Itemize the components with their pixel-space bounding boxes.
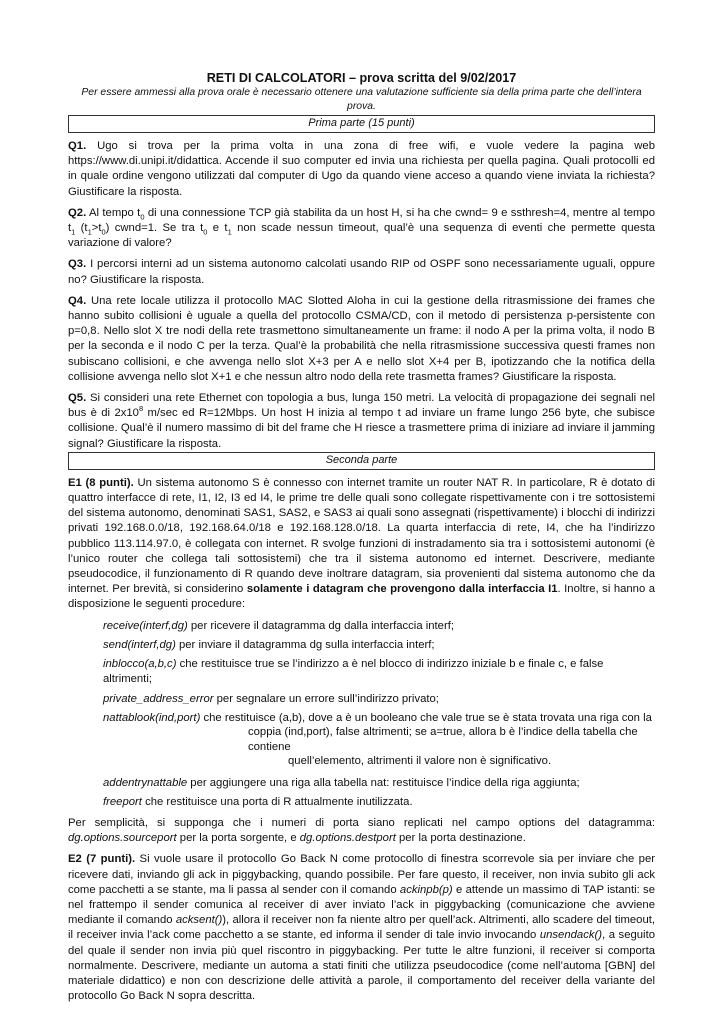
e2-unsendack: unsendack() <box>539 929 603 942</box>
e1-closing-sourceport: dg.options.sourceport <box>68 832 177 845</box>
e2-text-3: ), allora il receiver non fa niente altro per quell’ack. Altrimenti, allo scadere del timeout, il receiver invia l’ack come pacchetto a se stante, ed informa il sender di tale invio invocando <box>68 914 655 942</box>
page-title: RETI DI CALCOLATORI – prova scritta del 9/02/2017 <box>206 71 517 85</box>
e2-text-2: e attende un massimo di TAP istanti: se nel frattempo il sender comunica al receiver di aver inviato l’ack in piggybacking (comunicazione che avviene mediante il comando <box>68 883 655 927</box>
q2-text-1: Al tempo t <box>86 206 141 219</box>
procedure-item <box>103 776 655 791</box>
q2-sub-2: 1 <box>71 227 76 237</box>
procedure-desc: per inviare il datagramma dg sulla interfaccia interf; <box>175 638 435 651</box>
q2-text-3: (t <box>75 222 88 235</box>
e1-text: Un sistema autonomo S è connesso con internet tramite un router NAT R. In particolare, R è dotato di quattro interfacce di rete, I1, I2, I3 ed I4, le prime tre delle quali sono collegate rispettivamente con i tre sottosistemi del sistema autonomo, denominati SAS1, SAS2, e SAS3 ai quali sono assegnati (rispettivamente) i blocchi di indirizzi privati 192.168.0.0/18, 192.168.64.0/18 e 192.168.128.0/18. La quarta interfaccia di rete, I4, che ha l’indirizzo pubblico 113.114.97.0, è collegata con internet. R svolge funzioni di instradamento sia tra i sottosistemi autonomi (è l’unico router che collega tali sottosistemi) che tra il sistema autonomo ed internet. Descrivere, mediante pseudocodice, il funzionamento di R quando deve inoltrare datagram, sia provenienti dal sistema autonomo che da internet. Per brevità, si considerino <box>68 476 655 596</box>
procedure-name: nattablook(ind,port) <box>103 711 201 724</box>
procedure-name: send(interf,dg) <box>103 638 176 651</box>
e2-acksent: acksent() <box>175 914 223 927</box>
procedure-item <box>103 657 655 687</box>
q2-text-4: >t <box>91 222 102 235</box>
e1-closing-text-3: per la porta destinazione. <box>395 832 526 845</box>
e1-closing-destport: dg.options.destport <box>299 832 396 845</box>
q4-text: Una rete locale utilizza il protocollo MAC Slotted Aloha in cui la gestione della ritrasmissione dei frames che hanno subito collisioni è uguale a quella del protocollo CSMA/CD, con il metodo di persistenza p-persistente con p=0,8. Nello slot X tre nodi della rete trasmettono simultaneamente un frame: il nodo A per la prima volta, il nodo B per la seconda e il nodo C per la terza. Qual’è la probabilità che nella ritrasmissione successiva questi frames non subiscano collisioni, e che avvenga nello slot X+3 per A e nello slot X+4 per B, ipotizzando che la notifica della collisione avvenga nello slot X+1 e che nessun altro nodo della rete trasmetta frames? Giustificare la risposta. <box>68 294 655 383</box>
procedure-desc: che restituisce (a,b), dove a è un booleano che vale true se è stata trovata una riga con la <box>200 711 652 724</box>
e1-label: E1 (8 punti). <box>68 476 134 489</box>
procedure-desc: per ricevere il datagramma dg dalla interfaccia interf; <box>187 619 454 632</box>
exam-page <box>68 70 655 1010</box>
q2-sub-6: 1 <box>227 227 232 237</box>
nattablook-line-2: coppia (ind,port), false altrimenti; se a=true, allora b è l’indice della tabella che contiene <box>248 725 638 754</box>
q5-text-2: m/sec ed R=12Mbps. Un host H inizia al tempo t ad inviare un frame lungo 256 byte, che subisce collisione. Qual’è il numero massimo di bit del frame che H riesce a trasmettere prima di iniziare ad inviare il jamming signal? Giustificare la risposta. <box>68 407 655 450</box>
procedure-name: private_address_error <box>103 692 214 705</box>
q2-sub-4: 0 <box>101 227 106 237</box>
q5-label: Q5. <box>68 392 87 405</box>
question-q4 <box>68 294 655 385</box>
q2-text-5: ) cwnd=1. Se tra t <box>105 222 204 235</box>
part1-heading: Prima parte (15 punti) <box>68 115 655 133</box>
q3-text: I percorsi interni ad un sistema autonomo calcolati usando RIP od OSPF sono necessariamente uguali, oppure no? Giustificare la risposta. <box>68 258 655 286</box>
question-q1 <box>68 139 655 200</box>
q2-sub-5: 0 <box>203 227 208 237</box>
procedure-item <box>103 795 655 810</box>
q2-text-2: di una connessione TCP già stabilita da un host H, si ha che cwnd= 9 e ssthresh=4, mentre al tempo t <box>68 206 655 235</box>
q4-label: Q4. <box>68 294 87 307</box>
procedure-name: receive(interf,dg) <box>103 619 188 632</box>
q5-exponent: 8 <box>138 404 144 414</box>
e1-text-2: . Inoltre, si hanno a disposizione le seguenti procedure: <box>68 583 656 611</box>
nattablook-line-1 <box>103 711 655 726</box>
procedure-name: freeport <box>103 795 142 808</box>
q5-text-1: Si consideri una rete Ethernet con topologia a bus, lunga 150 metri. La velocità di propagazione dei segnali nel bus è di 2x10 <box>68 392 655 420</box>
question-q3 <box>68 257 655 287</box>
procedure-item <box>103 619 655 634</box>
e1-closing-text-1: Per semplicità, si supponga che i numeri di porta siano replicati nel campo options del datagramma: <box>68 816 655 829</box>
procedure-item <box>103 692 655 707</box>
e1-closing-text-2: per la porta sorgente, e <box>176 832 300 845</box>
procedure-name: inblocco(a,b,c) <box>103 658 177 671</box>
procedure-desc: che restituisce una porta di R attualmente inutilizzata. <box>141 795 413 808</box>
q2-sub-1: 0 <box>140 212 145 222</box>
part2-heading: Seconda parte <box>68 452 655 470</box>
q3-label: Q3. <box>68 258 87 271</box>
procedure-name: addentrynattable <box>103 776 188 789</box>
q1-label: Q1. <box>68 140 87 152</box>
q1-text: Ugo si trova per la prima volta in una zona di free wifi, e vuole vedere la pagina web https://www.di.unipi.it/didattica. Accende il suo computer ed invia una richiesta per quella pagina. Quali protocolli ed in quale ordine vengono utilizzati dal computer di Ugo da quando viene acceso a quando viene inviata la richiesta? Giustificare la risposta. <box>68 140 655 198</box>
procedure-desc: che restituisce true se l’indirizzo a è nel blocco di indirizzo iniziale b e finale c, e false altrimenti; <box>103 658 604 686</box>
procedure-desc: per segnalare un errore sull’indirizzo privato; <box>213 692 439 705</box>
e2-text-4: , a seguito del quale il sender non invia più quel riscontro in piggybacking. Per tutte le altre funzioni, il receiver si comporta normalmente. Descrivere, mediante un automa a stati finiti che utilizza pseudocodice (come nell’automa [GBN] del materiale didattico) e non con descrizione delle attività a parole, il comportamento del receiver della variante del protocollo Go Back N sopra descritta. <box>68 929 655 1003</box>
procedure-desc: per aggiungere una riga alla tabella nat: restituisce l’indice della riga aggiunta; <box>187 776 580 789</box>
page-subtitle: Per essere ammessi alla prova orale è necessario ottenere una valutazione sufficiente sia della prima parte che dell’intera prova. <box>81 87 642 112</box>
q2-sub-3: 1 <box>87 227 92 237</box>
question-q2 <box>68 206 655 252</box>
procedure-item <box>103 638 655 653</box>
exercise-e2 <box>68 852 655 1004</box>
nattablook-line-3: quell’elemento, altrimenti il valore non è significativo. <box>288 755 552 768</box>
e1-closing <box>68 816 655 846</box>
q2-text-6: e t <box>207 222 228 235</box>
question-q5 <box>68 391 655 452</box>
e2-label: E2 (7 punti). <box>68 853 136 866</box>
e2-ackinpb: ackinpb(p) <box>399 883 453 896</box>
q2-label: Q2. <box>68 206 87 219</box>
q2-text-7: non scade nessun timeout, qual’è una sequenza di eventi che permette questa variazione di valore? <box>68 222 655 250</box>
procedure-item-nattablook <box>103 711 655 770</box>
e2-text-1: Si vuole usare il protocollo Go Back N come protocollo di finestra scorrevole sia per inviare che per ricevere dati, inviando gli ack in piggybacking, quando possibile. Per fare questo, il receiver, non invia subito gli ack come pacchetti a se stante, ma li passa al sender con il comando <box>68 853 655 896</box>
e1-bold-text: solamente i datagram che provengono dalla interfaccia I1 <box>246 583 558 596</box>
exercise-e1 <box>68 476 655 613</box>
